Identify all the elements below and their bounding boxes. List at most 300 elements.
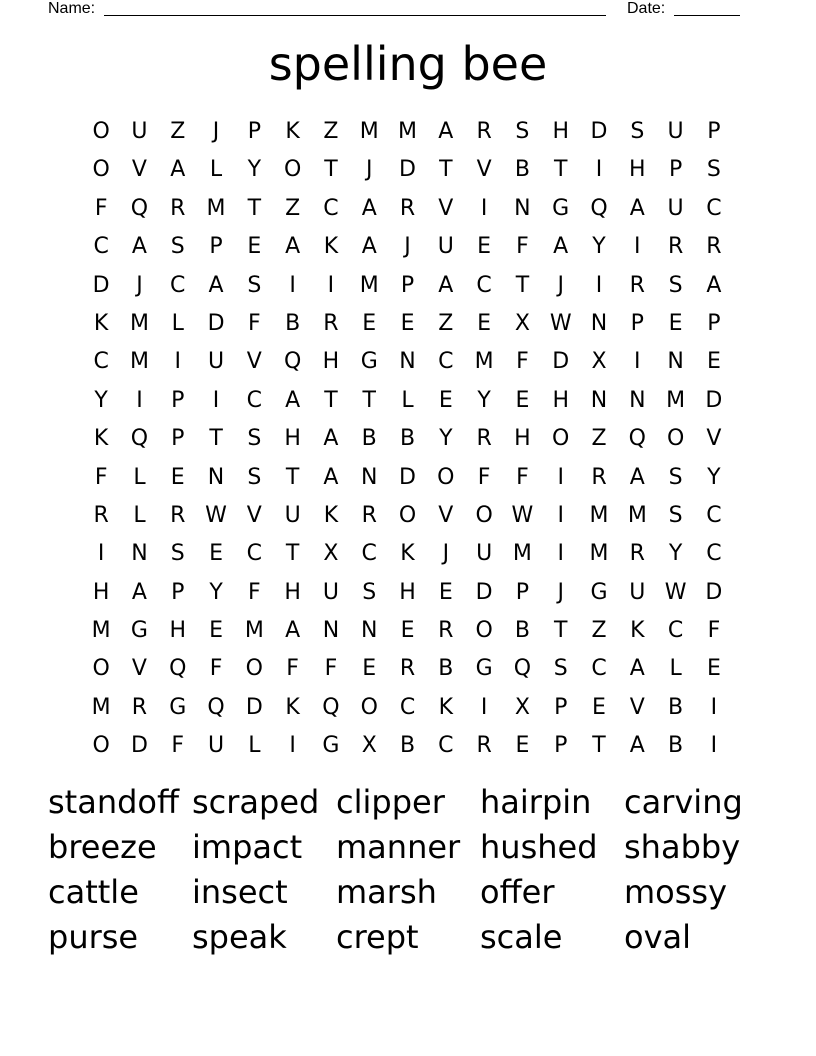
word-list-item: speak [192,918,287,956]
grid-letter: S [362,579,377,605]
grid-letter: E [438,579,453,605]
grid-letter: S [706,157,721,183]
grid-letter: M [512,541,532,567]
grid-letter: R [399,195,416,221]
word-list-item: offer [480,873,555,911]
grid-letter: S [247,426,262,452]
grid-letter: R [667,234,684,260]
grid-letter: J [557,579,564,605]
grid-letter: S [170,234,185,260]
grid-letter: M [589,502,609,528]
grid-letter: O [666,426,685,452]
grid-letter: Z [285,195,301,221]
grid-letter: D [475,579,493,605]
grid-letter: C [438,733,454,759]
grid-letter: C [667,618,684,644]
grid-letter: U [131,119,148,144]
grid-letter: T [209,426,223,452]
grid-letter: N [514,195,531,221]
grid-letter: K [93,310,109,336]
grid-letter: R [131,694,148,720]
grid-letter: M [627,502,647,528]
grid-letter: A [285,387,301,413]
grid-letter: P [515,579,530,605]
grid-letter: R [476,426,492,452]
grid-letter: E [515,387,530,413]
grid-letter: H [552,387,569,413]
grid-letter: H [322,349,340,375]
grid-letter: R [399,656,416,682]
word-list-item: carving [624,783,743,821]
grid-letter: C [170,272,186,298]
grid-letter: B [438,656,454,682]
grid-letter: K [630,618,645,644]
grid-letter: H [514,426,531,452]
grid-letter: L [133,464,146,490]
word-list-item: hairpin [480,783,592,821]
grid-letter: P [668,157,683,183]
grid-letter: P [400,272,415,298]
grid-letter: S [630,119,645,144]
grid-letter: C [246,541,263,567]
word-list-item: scraped [192,783,320,821]
grid-letter: B [668,733,684,759]
grid-letter: Z [591,426,607,452]
grid-letter: U [322,579,339,605]
grid-letter: Y [707,464,721,490]
grid-letter: I [289,272,296,298]
grid-letter: Z [591,618,607,644]
grid-letter: T [515,272,530,298]
grid-letter: P [171,426,185,452]
grid-letter: X [514,694,530,720]
grid-letter: U [207,733,225,759]
grid-letter: R [323,310,339,336]
grid-letter: C [706,502,722,528]
grid-letter: A [170,157,186,183]
grid-letter: E [668,310,683,336]
grid-letter: A [285,234,301,260]
grid-letter: Y [94,387,108,413]
grid-letter: E [362,656,377,682]
grid-letter: G [169,694,187,720]
grid-letter: I [710,733,718,759]
grid-letter: I [480,195,488,221]
grid-letter: Y [209,579,223,605]
grid-letter: G [552,195,570,221]
grid-letter: N [399,349,416,375]
word-list-item: standoff [48,783,180,821]
grid-letter: N [360,464,378,490]
grid-letter: R [170,195,186,221]
grid-letter: F [516,349,529,375]
grid-letter: S [668,502,683,528]
grid-letter: J [442,541,450,567]
grid-letter: N [667,349,684,375]
grid-letter: G [590,579,608,605]
grid-letter: E [477,310,492,336]
word-list-item: marsh [336,873,437,911]
grid-letter: I [136,387,143,413]
grid-letter: Q [130,195,149,221]
grid-letter: O [92,656,110,682]
grid-letter: H [552,119,569,144]
grid-letter: T [247,195,262,221]
grid-letter: M [474,349,494,375]
grid-letter: F [248,579,261,605]
grid-letter: U [667,119,684,144]
grid-letter: T [553,618,568,644]
grid-letter: E [209,618,223,644]
grid-letter: R [170,502,186,528]
grid-letter: A [629,733,645,759]
grid-letter: A [323,464,339,490]
grid-letter: A [438,119,454,144]
grid-letter: U [437,234,454,260]
grid-letter: S [247,272,262,298]
grid-letter: D [130,733,148,759]
grid-letter: S [668,272,683,298]
grid-letter: S [553,656,568,682]
grid-letter: P [630,310,644,336]
grid-letter: B [285,310,301,336]
grid-letter: B [668,694,684,720]
grid-letter: D [399,157,416,183]
page-title: spelling bee [268,37,548,91]
grid-letter: O [475,618,493,644]
grid-letter: G [322,733,340,759]
grid-letter: O [92,157,110,183]
grid-letter: B [514,618,530,644]
grid-letter: F [94,195,108,221]
grid-letter: Q [628,426,646,452]
grid-letter: M [244,618,264,644]
grid-letter: V [131,656,147,682]
grid-letter: N [207,464,225,490]
grid-letter: U [667,195,684,221]
grid-letter: F [707,618,721,644]
grid-letter: O [552,426,570,452]
grid-letter: A [208,272,224,298]
grid-letter: R [629,541,645,567]
grid-letter: B [399,426,416,452]
grid-letter: K [400,541,415,567]
grid-letter: L [133,502,146,528]
grid-letter: T [324,157,338,183]
grid-letter: S [668,464,683,490]
grid-letter: I [634,349,641,375]
grid-letter: K [285,694,300,720]
grid-letter: E [247,234,262,260]
grid-letter: Y [592,234,606,260]
grid-letter: N [360,618,378,644]
grid-letter: D [207,310,225,336]
grid-letter: X [361,733,377,759]
grid-letter: V [246,349,262,375]
grid-letter: T [324,387,338,413]
grid-letter: V [246,502,262,528]
grid-letter: P [247,119,261,144]
grid-letter: I [634,234,641,260]
grid-letter: E [438,387,453,413]
grid-letter: M [129,310,149,336]
grid-letter: D [705,579,723,605]
grid-letter: A [323,426,339,452]
grid-letter: A [706,272,722,298]
grid-letter: M [129,349,149,375]
word-list-item: crept [336,918,419,956]
grid-letter: L [669,656,682,682]
grid-letter: C [93,234,109,260]
grid-letter: Y [477,387,491,413]
grid-letter: U [476,541,493,567]
grid-letter: T [553,157,568,183]
grid-letter: U [207,349,225,375]
date-blank-line [674,15,740,16]
grid-letter: X [514,310,530,336]
grid-letter: C [323,195,339,221]
grid-letter: S [170,541,185,567]
word-list-item: insect [192,873,288,911]
grid-letter: O [437,464,455,490]
grid-letter: A [131,579,147,605]
grid-letter: E [209,541,223,567]
grid-letter: Z [323,119,339,144]
grid-letter: B [399,733,416,759]
name-label: Name: [48,0,96,17]
grid-letter: V [476,157,492,183]
grid-letter: A [361,195,377,221]
grid-letter: W [205,502,227,528]
grid-letter: T [285,464,300,490]
grid-letter: G [475,656,493,682]
grid-letter: J [404,234,411,260]
grid-letter: O [92,733,110,759]
grid-letter: F [171,733,185,759]
grid-letter: O [475,502,493,528]
grid-letter: M [589,541,609,567]
grid-letter: M [359,272,379,298]
grid-letter: N [322,618,340,644]
word-list-item: impact [192,828,303,866]
grid-letter: W [664,579,687,605]
grid-letter: P [554,694,568,720]
grid-letter: U [629,579,646,605]
grid-letter: W [549,310,572,336]
grid-letter: I [557,464,564,490]
grid-letter: F [209,656,223,682]
grid-letter: A [438,272,454,298]
grid-letter: R [361,502,377,528]
grid-letter: F [94,464,108,490]
grid-letter: M [91,618,111,644]
grid-letter: F [286,656,299,682]
word-list-item: breeze [48,828,157,866]
grid-letter: D [245,694,263,720]
grid-letter: K [93,426,109,452]
grid-letter: Q [207,694,225,720]
grid-letter: C [93,349,109,375]
grid-letter: R [476,733,492,759]
grid-letter: U [284,502,301,528]
grid-letter: T [285,541,300,567]
grid-letter: V [629,694,645,720]
grid-letter: E [362,310,377,336]
grid-letter: H [169,618,187,644]
grid-letter: M [359,119,379,144]
word-list-item: purse [48,918,139,956]
grid-letter: F [324,656,338,682]
grid-letter: K [285,119,300,144]
grid-letter: I [557,541,564,567]
worksheet-header [48,0,744,20]
grid-letter: O [92,119,110,144]
grid-letter: I [289,733,296,759]
grid-letter: O [360,694,378,720]
grid-letter: E [400,310,415,336]
grid-letter: E [170,464,185,490]
grid-letter: D [399,464,416,490]
grid-letter: T [362,387,376,413]
word-list-item: mossy [624,873,728,911]
grid-letter: F [477,464,491,490]
grid-letter: D [590,119,608,144]
grid-letter: L [171,310,184,336]
grid-letter: D [705,387,723,413]
grid-letter: C [706,541,722,567]
grid-letter: F [516,234,529,260]
grid-letter: F [248,310,261,336]
grid-letter: M [666,387,686,413]
grid-letter: O [245,656,263,682]
grid-letter: R [591,464,607,490]
grid-letter: I [557,502,564,528]
grid-letter: J [365,157,373,183]
grid-letter: R [476,119,492,144]
grid-letter: M [206,195,226,221]
word-list [48,780,768,960]
grid-letter: P [171,387,185,413]
grid-letter: K [438,694,454,720]
word-list-item: clipper [336,783,445,821]
grid-letter: N [590,310,608,336]
grid-letter: M [398,119,418,144]
grid-letter: P [707,119,721,144]
word-list-item: manner [336,828,461,866]
grid-letter: I [327,272,335,298]
word-list-item: shabby [624,828,741,866]
grid-letter: I [212,387,220,413]
grid-letter: E [477,234,492,260]
grid-letter: C [438,349,454,375]
grid-letter: L [401,387,414,413]
grid-letter: C [476,272,492,298]
date-label: Date: [627,0,666,17]
grid-letter: B [514,157,530,183]
grid-letter: D [552,349,570,375]
grid-letter: G [360,349,378,375]
grid-letter: Y [439,426,453,452]
grid-letter: A [361,234,377,260]
word-list-item: cattle [48,873,139,911]
grid-letter: E [515,733,530,759]
grid-letter: B [361,426,377,452]
grid-letter: H [284,426,301,452]
grid-letter: T [439,157,453,183]
grid-letter: H [399,579,416,605]
grid-letter: A [285,618,301,644]
grid-letter: R [629,272,645,298]
grid-letter: I [480,694,488,720]
grid-letter: H [629,157,646,183]
grid-letter: Y [247,157,262,183]
grid-letter: I [97,541,105,567]
grid-letter: H [284,579,301,605]
grid-letter: L [248,733,261,759]
grid-letter: H [92,579,110,605]
grid-letter: G [130,618,148,644]
grid-letter: Q [513,656,532,682]
grid-letter: M [91,694,111,720]
grid-letter: I [595,272,603,298]
grid-letter: R [706,234,722,260]
grid-letter: X [591,349,607,375]
grid-letter: P [209,234,223,260]
grid-letter: C [246,387,263,413]
grid-letter: E [706,349,721,375]
word-list-item: oval [624,918,692,956]
grid-letter: N [629,387,646,413]
grid-letter: C [399,694,416,720]
grid-letter: P [171,579,185,605]
grid-letter: V [438,195,454,221]
grid-letter: A [629,195,645,221]
grid-letter: V [438,502,454,528]
grid-letter: C [706,195,722,221]
grid-letter: E [400,618,415,644]
grid-letter: A [131,234,147,260]
letter-grid [82,113,733,766]
grid-letter: I [710,694,718,720]
grid-letter: V [706,426,722,452]
grid-letter: Z [438,310,454,336]
grid-letter: S [515,119,530,144]
grid-letter: C [361,541,377,567]
grid-letter: X [323,541,339,567]
grid-letter: J [212,119,220,144]
grid-letter: V [131,157,147,183]
grid-letter: O [398,502,417,528]
grid-letter: K [323,234,339,260]
grid-letter: J [136,272,143,298]
grid-letter: A [553,234,569,260]
grid-letter: L [209,157,223,183]
grid-letter: Y [668,541,683,567]
grid-letter: Q [322,694,340,720]
grid-letter: T [592,733,606,759]
grid-letter: I [174,349,181,375]
grid-letter: N [590,387,608,413]
word-list-item: scale [480,918,563,956]
grid-letter: A [629,464,645,490]
grid-letter: S [247,464,262,490]
grid-letter: O [283,157,302,183]
grid-letter: Q [130,426,149,452]
grid-letter: R [438,618,454,644]
grid-letter: D [92,272,110,298]
grid-letter: N [131,541,148,567]
grid-letter: R [93,502,109,528]
